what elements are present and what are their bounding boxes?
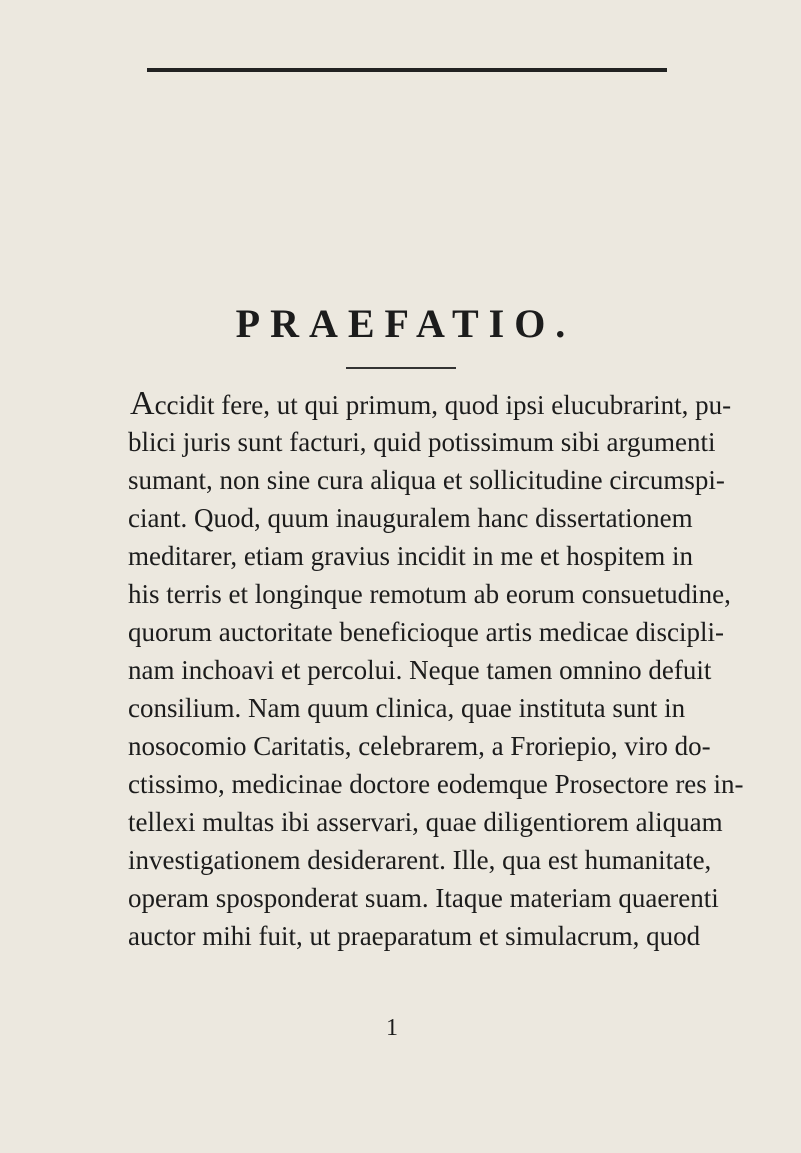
text-line: ctissimo, medicinae doctore eodemque Prosectore res in- xyxy=(128,769,744,799)
drop-initial: A xyxy=(130,385,155,422)
first-line-text: ccidit fere, ut qui primum, quod ipsi elucubrarint, pu- xyxy=(154,390,732,420)
text-line: his terris et longinque remotum ab eorum consuetudine, xyxy=(128,579,731,609)
text-line: investigationem desiderarent. Ille, qua est humanitate, xyxy=(128,845,712,875)
top-rule xyxy=(147,68,667,72)
text-line: sumant, non sine cura aliqua et sollicitudine circumspi- xyxy=(128,465,725,495)
text-line: nam inchoavi et percolui. Neque tamen omnino defuit xyxy=(128,655,712,685)
text-line: operam sposponderat suam. Itaque materiam quaerenti xyxy=(128,883,719,913)
text-line xyxy=(130,385,731,423)
page-title: PRAEFATIO. xyxy=(235,301,576,346)
page-number: 1 xyxy=(386,1015,398,1041)
text-line: quorum auctoritate beneficioque artis medicae discipli- xyxy=(128,617,725,647)
title-rule xyxy=(346,367,456,369)
text-line: tellexi multas ibi asservari, quae diligentiorem aliquam xyxy=(128,807,723,837)
text-line: meditarer, etiam gravius incidit in me et hospitem in xyxy=(128,541,694,571)
text-line: blici juris sunt facturi, quid potissimum sibi argumenti xyxy=(128,427,716,457)
text-line: auctor mihi fuit, ut praeparatum et simulacrum, quod xyxy=(128,921,701,951)
text-line: ciant. Quod, quum inauguralem hanc dissertationem xyxy=(128,503,693,533)
text-line: consilium. Nam quum clinica, quae instituta sunt in xyxy=(128,693,686,723)
text-line: nosocomio Caritatis, celebrarem, a Froriepio, viro do- xyxy=(128,731,711,761)
